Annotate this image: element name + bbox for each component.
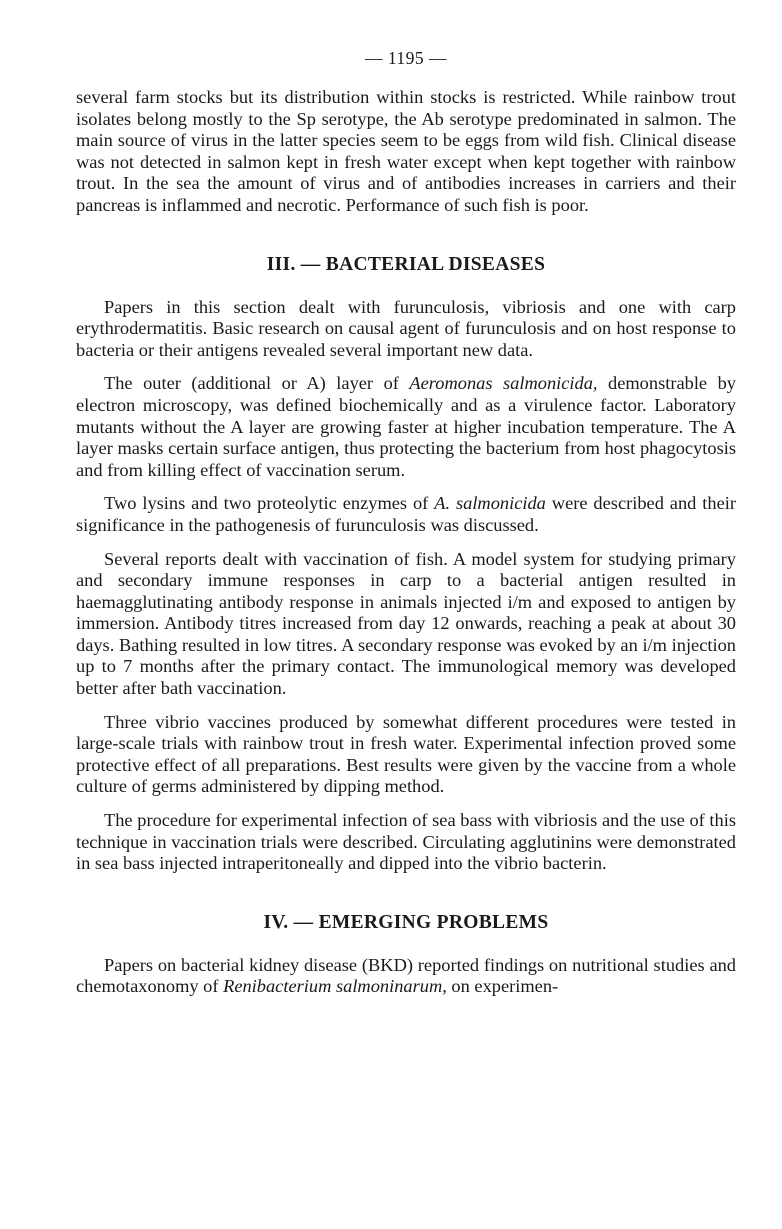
- text-run: were described and their significance in the pathogenesis of furunculosis was discussed.: [76, 493, 736, 535]
- bacterial-paragraph-3: [76, 493, 736, 536]
- text-run: Two lysins and two proteolytic enzymes of: [104, 493, 435, 514]
- text-run: The outer (additional or A) layer of: [104, 373, 410, 394]
- text-run: Papers on bacterial kidney disease (BKD) reported findings on nutritional studies and chemotaxonomy of: [76, 954, 736, 997]
- bacterial-paragraph-6: The procedure for experimental infection of sea bass with vibriosis and the use of this technique in vaccination trials were described. Circulating agglutinins were demonstrated in sea bass injected intraperitoneally and dipped into the vibrio bacterin.: [76, 810, 736, 874]
- page-number: — 1195 —: [364, 48, 448, 68]
- emerging-paragraph-1: [76, 955, 736, 998]
- species-name-italic: Aeromonas salmonicida,: [409, 373, 598, 394]
- intro-paragraph: several farm stocks but its distribution within stocks is restricted. While rainbow trout isolates belong mostly to the Sp serotype, the Ab serotype predominated in salmon. The main source of virus in the latter species seem to be eggs from wild fish. Clinical disease was not detected in salmon kept in fresh water except when kept together with rainbow trout. In the sea the amount of virus and of antibodies increases in carriers and their pancreas is inflammed and necrotic. Performance of such fish is poor.: [76, 87, 736, 215]
- bacterial-paragraph-4: Several reports dealt with vaccination of fish. A model system for studying primary and secondary immune responses in carp to a bacterial antigen resulted in haemagglutinating antibody response in animals injected i/m and exposed to antigen by immersion. Antibody titres increased from day 12 onwards, reaching a peak at about 30 days. Bathing resulted in low titres. A secondary response was evoked by an i/m injection up to 7 months after the primary contact. The immunological memory was developed better after bath vaccination.: [76, 548, 736, 699]
- bacterial-paragraph-5: Three vibrio vaccines produced by somewhat different procedures were tested in large-scale trials with rainbow trout in fresh water. Experimental infection proved some protective effect of all preparations. Best results were given by the vaccine from a whole culture of germs administered by dipping method.: [76, 711, 736, 797]
- bacterial-paragraph-1: Papers in this section dealt with furunculosis, vibriosis and one with carp erythrodermatitis. Basic research on causal agent of furunculosis and on host response to bacteria or their antigens revealed several important new data.: [76, 296, 736, 360]
- text-run: on experimen-: [446, 976, 559, 997]
- section-heading-bacterial-diseases: III. — BACTERIAL DISEASES: [266, 253, 546, 275]
- section-heading-emerging-problems: IV. — EMERGING PROBLEMS: [263, 911, 549, 933]
- species-name-italic: A. salmonicida: [434, 493, 546, 514]
- text-run: demonstrable by electron microscopy, was defined biochemically and as a virulence factor. Laboratory mutants without the A layer are growing faster at higher incubation temperature. The A layer masks certain surface antigen, thus protecting the bacterium from host phagocytosis and from killing effect of vaccination serum.: [76, 373, 736, 480]
- document-page: [76, 48, 736, 998]
- bacterial-paragraph-2: [76, 373, 736, 481]
- species-name-italic: Renibacterium salmoninarum,: [223, 976, 447, 997]
